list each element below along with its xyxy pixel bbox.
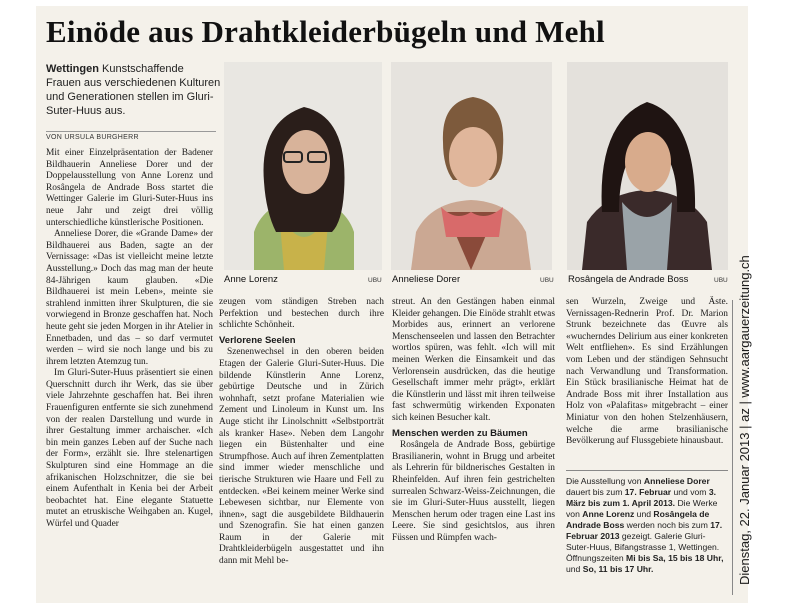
info-text: und	[634, 509, 654, 519]
info-bold: Anne Lorenz	[582, 509, 635, 519]
lead-text	[46, 62, 221, 118]
paragraph: Rosângela de Andrade Boss, gebürtige Brasilianerin, wohnt in Brugg und arbeitet als Lehrerin für bildnerisches Gestalten in Rheinfelden. Auf ihren fein gestrichelten surrealen Schwarz-Weiss-Zeichnungen, die sie im Gluri-Suter-Huus ausstellt, liegen Menschen herum oder tragen eine Last ins Leere. Sie sind gesichtslos, aus ihren Füssen und Rümpfen wach-	[392, 440, 555, 543]
info-text: gezeigt. Galerie Gluri-Suter-Huus, Bifangstrasse 1, Wettingen. Öffnungszeiten	[566, 531, 720, 563]
byline: VON URSULA BURGHERR	[46, 131, 216, 141]
paragraph: Anneliese Dorer, die «Grande Dame» der Bildhauerei aus Baden, sagte an der Vernissage: «Das ist vielleicht meine letzte Ausstellung.» Doch das mag man der heute 84-Jährigen kaum glauben. «Die Bildhauerei ist mein Leben», meinte sie strahlend inmitten ihrer Skulpturen, die sie vorwiegend in Bronze geschaffen hat. Noch heute geht sie jeden Morgen in ihr Atelier in Ennetbaden, und das – so darf vermutet werden – wird sie noch lange und bis zu ihrem letzten Atemzug tun.	[46, 229, 213, 367]
info-text: und vom	[671, 487, 709, 497]
headline: Einöde aus Drahtkleiderbügeln und Mehl	[46, 14, 605, 49]
lead-body: Kunstschaffende Frauen aus verschiedenen Kulturen und Generationen stellen im Gluri-Suter-Huus aus.	[46, 63, 221, 117]
info-bold: 17. Februar 2013	[566, 520, 723, 541]
photo-caption-3: Rosângela de Andrade Boss	[568, 274, 689, 285]
info-text: Die Ausstellung von	[566, 476, 644, 486]
lead-place: Wettingen	[46, 63, 99, 75]
vertical-rule	[732, 300, 733, 595]
photo-anneliese-dorer	[391, 62, 552, 270]
info-text: werden noch bis zum	[624, 520, 711, 530]
photo-anne-lorenz	[224, 62, 382, 270]
article-column-3	[392, 297, 555, 544]
paragraph: Mit einer Einzelpräsentation der Badener Bildhauerin Anneliese Dorer und der Doppelausstellung von Anne Lorenz und Rosângela de Andrade Boss startet die Wettinger Galerie im Gluri-Suter-Huus ins neue Jahr und zeigt drei völlig unterschiedliche künstlerische Positionen.	[46, 148, 213, 228]
photo-credit-2: UBU	[540, 277, 554, 284]
info-bold: 17. Februar	[624, 487, 672, 497]
paragraph: Szenenwechsel in den oberen beiden Etagen der Galerie Gluri-Suter-Huus. Die bildende Künstlerin Anne Lorenz, gebürtige Deutsche und in Zürich wohnhaft, setzt profane Materialien wie Zement und Linoleum in Kunst um. Ins Auge sticht ihr Linolschnitt «Selbstporträt als kranker Hase». Neben dem Langohr liegen ein Büstenhalter und eine Strumpfhose. Auch auf ihren Zementplatten sind immer wieder menschliche und tierische Strukturen wie Haare und Fell zu entdecken. «Bei keinem meiner Werke sind Lebewesen sichtbar, nur Elemente von ihnen», sagt die ausgebildete Bildhauerin und Szenografin. Sie hat einen ganzen Raum in der Galerie mit Drahtkleiderbügeln ausgestattet und ihn dann mit Mehl be-	[219, 347, 384, 567]
photo-caption-2: Anneliese Dorer	[392, 274, 461, 285]
portrait-image	[391, 62, 552, 270]
article-column-2	[219, 297, 384, 568]
photo-caption-1: Anne Lorenz	[224, 274, 278, 285]
info-bold: Anneliese Dorer	[643, 476, 710, 486]
subheading: Verlorene Seelen	[219, 334, 296, 346]
date-stamp: Dienstag, 22. Januar 2013 | az | www.aargauerzeitung.ch	[737, 255, 752, 585]
article-column-1	[46, 148, 213, 531]
portrait-image	[224, 62, 382, 270]
divider	[566, 470, 728, 471]
info-text: und	[566, 564, 583, 574]
article-column-4	[566, 297, 728, 448]
photo-credit-3: UBU	[714, 277, 728, 284]
subheading: Menschen werden zu Bäumen	[392, 427, 528, 439]
paragraph: zeugen vom ständigen Streben nach Perfektion und bestechen durch ihre schlichte Schönheit.	[219, 297, 384, 331]
info-bold: Mi bis Sa, 15 bis 18 Uhr,	[626, 553, 724, 563]
info-text: dauert bis zum	[566, 487, 625, 497]
photo-credit-1: UBU	[368, 277, 382, 284]
paragraph: sen Wurzeln, Zweige und Äste. Vernissagen-Rednerin Prof. Dr. Marion Strunk bezeichnete das Œuvre als «wucherndes Delirium aus einer konkreten Welt entfliehen». Es sind Erzählungen vom Leben und der ständigen Sehnsucht nach Verwandlung und Transformation. Ein Stück brasilianische Heimat hat de Andrade Boss mit ihrer Installation aus Holz von «Palafitas» mitgebracht – einer Miniatur von den hohen Stelzenhäusern, welche die arme brasilianische Bevölkerung auf Flussgebiete hinausbaut.	[566, 297, 728, 447]
photo-rosangela-de-andrade-boss	[567, 62, 728, 270]
portrait-image	[567, 62, 728, 270]
info-text: Die Werke von	[566, 498, 718, 519]
exhibition-info-box	[566, 476, 726, 575]
paragraph: streut. An den Gestängen haben einmal Kleider gehangen. Die Einöde strahlt etwas Morbides aus, erinnert an verlorene Menschenseelen und lassen den Betrachter wortlos spüren, was fehlt. «Ich will mit meinen Werken die Einsamkeit und das Verlorensein ausdrücken, das die heutige Gesellschaft immer mehr prägt», erklärt die Künstlerin und lässt mit ihren teilweise fast schwermütig wirkenden Exponaten sich keinen Besucher kalt.	[392, 297, 555, 423]
info-bold: 3. März bis zum 1. April 2013.	[566, 487, 717, 508]
paragraph: Im Gluri-Suter-Huus präsentiert sie einen Querschnitt durch ihr Werk, das sie über viele Jahrzehnte geschaffen hat. Bei ihren Frauenfiguren entfernte sie sich zunehmend von der realen Darstellung und wurde in ihrer Gestaltung immer archaischer. «Ich bin mein ganzes Leben auf der Suche nach der Form», erzählt sie. Ihre stelenartigen Skulpturen sind eine Hommage an die afrikanischen Holzschnitzer, die sie bei einem Aufenthalt in Kenia bei der Arbeit beobachtet hat. Eine elegante Statuette mutet an etruskische Weihgaben an. Kugel, Würfel und Quader	[46, 368, 213, 529]
info-bold: Rosângela de Andrade Boss	[566, 509, 710, 530]
info-bold: So, 11 bis 17 Uhr.	[582, 564, 654, 574]
